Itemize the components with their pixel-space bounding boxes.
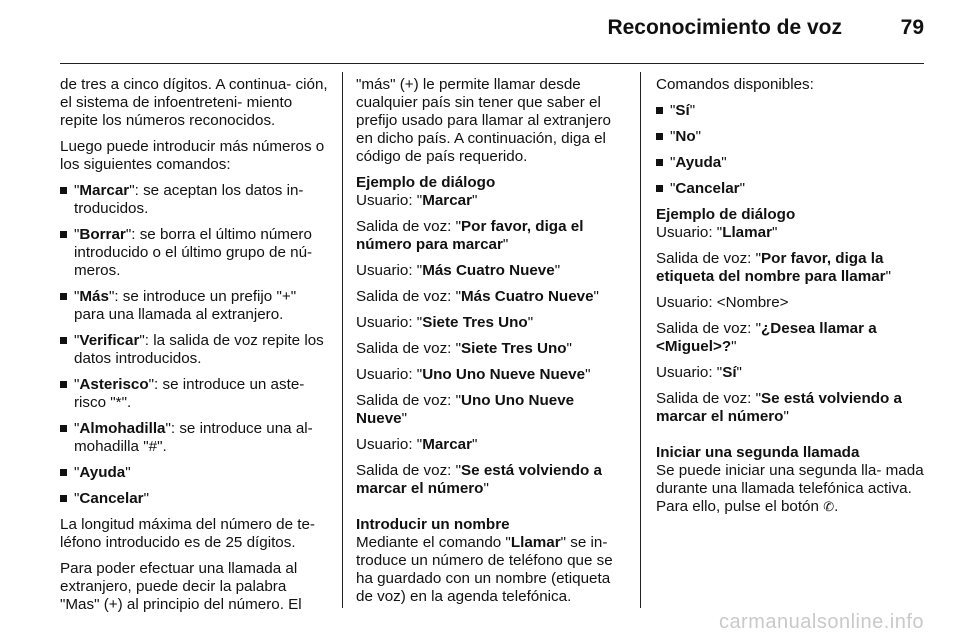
- section-heading: Introducir un nombre: [356, 516, 510, 533]
- command-name: Marcar: [79, 182, 130, 199]
- command-name: Asterisco: [79, 376, 149, 393]
- spoken-text: Uno Uno Nueve Nueve: [422, 366, 586, 383]
- dialog-line: Usuario: "Más Cuatro Nueve": [356, 262, 561, 279]
- command-name: No: [675, 128, 696, 145]
- command-name: Verificar: [79, 332, 140, 349]
- column-1: [60, 76, 328, 622]
- dialog-line: [656, 294, 926, 312]
- command-name: Borrar: [79, 226, 126, 243]
- column-3: [656, 76, 926, 517]
- command-name: Cancelar: [79, 490, 144, 507]
- list-item: "Almohadilla": se introduce una al- mohadilla "#".: [60, 420, 328, 456]
- spoken-text: Por favor, diga la etiqueta del nombre para llamar: [656, 250, 886, 285]
- speaker-label: Salida de voz:: [356, 288, 456, 305]
- speaker-label: Usuario:: [356, 262, 417, 279]
- bullet-square-icon: [60, 469, 67, 476]
- spoken-text: Más Cuatro Nueve: [422, 262, 555, 279]
- paragraph: de tres a cinco dígitos. A continua- ción, el sistema de infoentreteni- miento repite los números reconocidos.: [60, 76, 328, 129]
- dialog-line: Usuario: "Llamar": [656, 224, 778, 241]
- section-title: Reconocimiento de voz: [607, 16, 842, 39]
- command-name: Llamar: [510, 534, 561, 551]
- dialog-line: Salida de voz: "Se está volviendo a marcar el número": [356, 462, 602, 497]
- bullet-square-icon: [656, 107, 663, 114]
- speaker-label: Salida de voz:: [656, 390, 756, 407]
- page-number: 79: [900, 16, 924, 39]
- command-name: Cancelar: [675, 180, 740, 197]
- dialog-line: Usuario: "Siete Tres Uno": [356, 314, 534, 331]
- speaker-label: Salida de voz:: [356, 218, 456, 235]
- dialog-line: Salida de voz: "Por favor, diga el número para marcar": [356, 218, 584, 253]
- phone-icon: ✆: [823, 500, 835, 515]
- speaker-label: Salida de voz:: [656, 250, 756, 267]
- column-2: [356, 76, 626, 606]
- command-description: : se introduce un prefijo "+" para una llamada al extranjero.: [74, 288, 297, 323]
- command-name: Almohadilla: [79, 420, 166, 437]
- command-name: Ayuda: [79, 464, 126, 481]
- dialog-example: [356, 192, 626, 498]
- list-item: "Asterisco": se introduce un aste- risco "*".: [60, 376, 328, 412]
- dialog-example: [656, 224, 926, 426]
- list-item: "Cancelar": [656, 180, 926, 198]
- commands-label: Comandos disponibles:: [656, 76, 814, 93]
- bullet-square-icon: [656, 159, 663, 166]
- section-heading: Iniciar una segunda llamada: [656, 444, 860, 461]
- dialog-line: Salida de voz: "Uno Uno Nueve Nueve": [356, 392, 575, 427]
- section-text: Mediante el comando "Llamar" se in- troduce un número de teléfono que se ha guardado con un nombre (etiqueta de voz) en la agenda telefónica.: [356, 534, 613, 605]
- bullet-square-icon: [60, 381, 67, 388]
- speaker-label: Usuario:: [356, 366, 417, 383]
- command-list: [60, 182, 328, 508]
- example-heading: Ejemplo de diálogo: [356, 174, 496, 191]
- column-divider-2: [640, 72, 641, 608]
- spoken-text: Se está volviendo a marcar el número: [356, 462, 602, 497]
- dialog-line: Usuario: "Uno Uno Nueve Nueve": [356, 366, 591, 383]
- paragraph: La longitud máxima del número de te- léfono introducido es de 25 dígitos.: [60, 516, 315, 551]
- list-item: "Marcar": se aceptan los datos in- troducidos.: [60, 182, 328, 218]
- list-item: "Verificar": la salida de voz repite los datos introducidos.: [60, 332, 328, 368]
- list-item: "Ayuda": [60, 464, 328, 482]
- column-divider-1: [342, 72, 343, 608]
- example-heading: Ejemplo de diálogo: [656, 206, 796, 223]
- dialog-line: Salida de voz: "Se está volviendo a marcar el número": [656, 390, 902, 425]
- spoken-text: <Nombre>: [716, 294, 789, 311]
- command-list: [656, 102, 926, 198]
- paragraph: Luego puede introducir más números o los siguientes comandos:: [60, 138, 325, 173]
- paragraph: Para poder efectuar una llamada al extranjero, puede decir la palabra "Mas" (+) al principio del número. El: [60, 560, 302, 613]
- speaker-label: Usuario:: [356, 314, 417, 331]
- command-description: : se introduce una al- mohadilla "#".: [74, 420, 313, 455]
- spoken-text: Marcar: [422, 436, 472, 453]
- section-text: Se puede iniciar una segunda lla- mada durante una llamada telefónica activa. Para ello, pulse el botón ✆.: [656, 462, 924, 515]
- dialog-line: Usuario: "Sí": [656, 364, 742, 381]
- header-divider: [60, 63, 924, 64]
- list-item: "Sí": [656, 102, 926, 120]
- list-item: "Ayuda": [656, 154, 926, 172]
- speaker-label: Usuario:: [356, 436, 417, 453]
- command-description: : se aceptan los datos in- troducidos.: [74, 182, 304, 217]
- dialog-line: Salida de voz: "Por favor, diga la etiqueta del nombre para llamar": [656, 250, 891, 285]
- command-name: Ayuda: [675, 154, 722, 171]
- command-name: Más: [79, 288, 109, 305]
- paragraph: "más" (+) le permite llamar desde cualquier país sin tener que saber el prefijo usado para llamar al extranjero en dicho país. A continuación, diga el código de país requerido.: [356, 76, 611, 165]
- spoken-text: Marcar: [422, 192, 472, 209]
- dialog-line: Salida de voz: "Más Cuatro Nueve": [356, 288, 599, 305]
- bullet-square-icon: [60, 495, 67, 502]
- command-description: : se borra el último número introducido o el último grupo de nú- meros.: [74, 226, 313, 279]
- watermark: carmanualsonline.info: [718, 611, 924, 633]
- list-item: "No": [656, 128, 926, 146]
- dialog-line: Usuario: "Marcar": [356, 192, 478, 209]
- spoken-text: Se está volviendo a marcar el número: [656, 390, 902, 425]
- dialog-line: Salida de voz: "Siete Tres Uno": [356, 340, 572, 357]
- list-item: "Borrar": se borra el último número introducido o el último grupo de nú- meros.: [60, 226, 328, 280]
- speaker-label: Salida de voz:: [656, 320, 756, 337]
- bullet-square-icon: [60, 231, 67, 238]
- spoken-text: Siete Tres Uno: [422, 314, 528, 331]
- bullet-square-icon: [656, 185, 663, 192]
- spoken-text: Llamar: [722, 224, 772, 241]
- speaker-label: Usuario:: [356, 192, 417, 209]
- bullet-square-icon: [60, 337, 67, 344]
- speaker-label: Usuario:: [656, 364, 717, 381]
- bullet-square-icon: [60, 187, 67, 194]
- spoken-text: Más Cuatro Nueve: [461, 288, 594, 305]
- spoken-text: Por favor, diga el número para marcar: [356, 218, 584, 253]
- bullet-square-icon: [60, 425, 67, 432]
- bullet-square-icon: [656, 133, 663, 140]
- spoken-text: Siete Tres Uno: [461, 340, 567, 357]
- list-item: "Cancelar": [60, 490, 328, 508]
- dialog-line: Salida de voz: "¿Desea llamar a <Miguel>?": [656, 320, 877, 355]
- speaker-label: Salida de voz:: [356, 462, 456, 479]
- bullet-square-icon: [60, 293, 67, 300]
- spoken-text: ¿Desea llamar a <Miguel>?: [656, 320, 877, 355]
- dialog-line: Usuario: "Marcar": [356, 436, 478, 453]
- command-name: Sí: [675, 102, 690, 119]
- command-description: : se introduce un aste- risco "*".: [74, 376, 305, 411]
- list-item: "Más": se introduce un prefijo "+" para una llamada al extranjero.: [60, 288, 328, 324]
- speaker-label: Usuario:: [656, 294, 717, 311]
- spoken-text: Uno Uno Nueve Nueve: [356, 392, 575, 427]
- spoken-text: Sí: [722, 364, 737, 381]
- speaker-label: Salida de voz:: [356, 340, 456, 357]
- command-description: : la salida de voz repite los datos introducidos.: [74, 332, 324, 367]
- speaker-label: Usuario:: [656, 224, 717, 241]
- speaker-label: Salida de voz:: [356, 392, 456, 409]
